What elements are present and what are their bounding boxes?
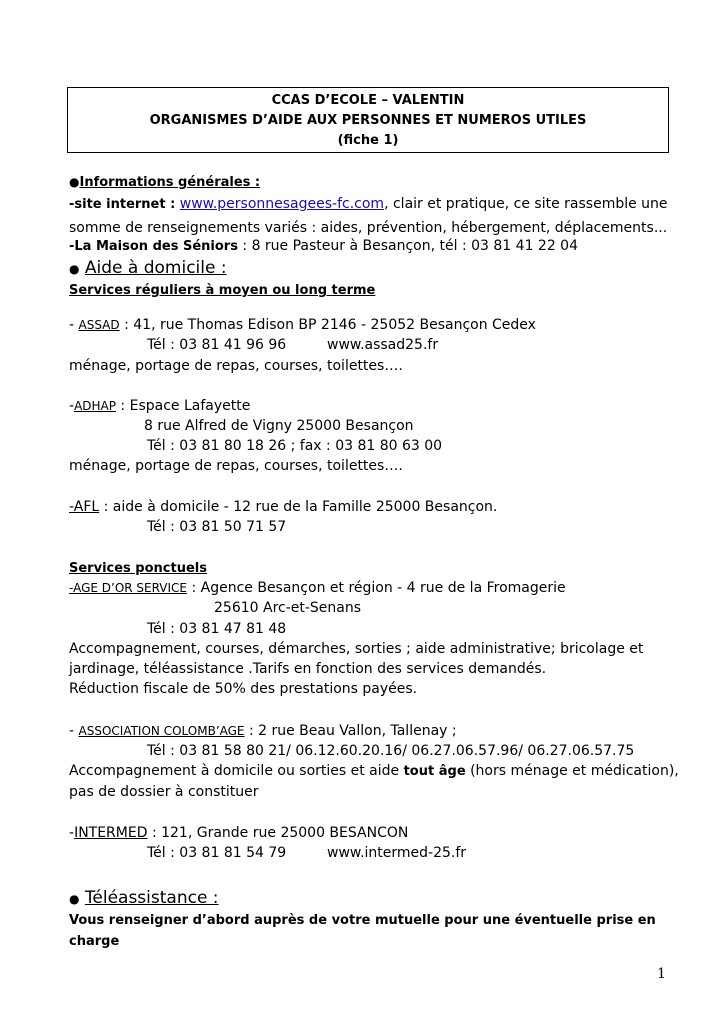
intermed-line: -INTERMED : 121, Grande rue 25000 BESANCON	[69, 825, 409, 841]
site-desc-line: somme de renseignements variés : aides, prévention, hébergement, déplacements...	[69, 220, 668, 236]
punctual-services-heading: Services ponctuels	[69, 561, 207, 576]
site-link[interactable]: www.personnesagees-fc.com	[179, 196, 385, 212]
colomb-line: - ASSOCIATION COLOMB’AGE : 2 rue Beau Vallon, Tallenay ;	[69, 723, 457, 739]
intermed-tel: Tél : 03 81 81 54 79	[147, 845, 287, 861]
tele-heading: ● Téléassistance :	[69, 888, 219, 908]
bullet-icon: ●	[69, 892, 80, 906]
bullet-icon: ●	[69, 175, 80, 189]
page-number: 1	[657, 966, 666, 982]
regular-services-heading: Services réguliers à moyen ou long terme	[69, 283, 376, 298]
adhap-services: ménage, portage de repas, courses, toilettes….	[69, 458, 403, 474]
colomb-desc-1: Accompagnement à domicile ou sorties et aide tout âge (hors ménage et médication),	[69, 763, 679, 779]
title-line-2: ORGANISMES D’AIDE AUX PERSONNES ET NUMEROS UTILES	[149, 113, 587, 128]
assad-line: - ASSAD : 41, rue Thomas Edison BP 2146 - 25052 Besançon Cedex	[69, 317, 536, 333]
assad-web: www.assad25.fr	[327, 337, 439, 353]
assad-services: ménage, portage de repas, courses, toilettes….	[69, 358, 403, 374]
ageor-address: 25610 Arc-et-Senans	[214, 600, 362, 616]
assad-tel: Tél : 03 81 41 96 96	[147, 337, 287, 353]
colomb-desc-2: pas de dossier à constituer	[69, 784, 259, 800]
adhap-tel: Tél : 03 81 80 18 26 ; fax : 03 81 80 63 00	[147, 438, 443, 454]
ageor-line: -AGE D’OR SERVICE : Agence Besançon et région - 4 rue de la Fromagerie	[69, 580, 566, 596]
tele-note-2: charge	[69, 934, 120, 949]
colomb-tel: Tél : 03 81 58 80 21/ 06.12.60.20.16/ 06.27.06.57.96/ 06.27.06.57.75	[147, 743, 635, 759]
title-line-3: (fiche 1)	[337, 133, 399, 148]
ageor-desc-2: jardinage, téléassistance .Tarifs en fonction des services demandés.	[69, 661, 547, 677]
bullet-icon: ●	[69, 262, 80, 276]
ageor-desc-3: Réduction fiscale de 50% des prestations payées.	[69, 681, 418, 697]
site-line: -site internet : www.personnesagees-fc.com, clair et pratique, ce site rassemble une	[69, 196, 668, 212]
intermed-web: www.intermed-25.fr	[327, 845, 467, 861]
ageor-tel: Tél : 03 81 47 81 48	[147, 621, 287, 637]
title-box	[67, 87, 669, 153]
title-line-1: CCAS D’ECOLE – VALENTIN	[271, 93, 465, 108]
afl-tel: Tél : 03 81 50 71 57	[147, 519, 287, 535]
aide-heading: ● Aide à domicile :	[69, 258, 227, 278]
ageor-desc-1: Accompagnement, courses, démarches, sorties ; aide administrative; bricolage et	[69, 641, 644, 657]
afl-line: -AFL : aide à domicile - 12 rue de la Famille 25000 Besançon.	[69, 499, 498, 515]
info-heading: ●Informations générales :	[69, 175, 261, 190]
tele-note-1: Vous renseigner d’abord auprès de votre mutuelle pour une éventuelle prise en	[69, 913, 656, 928]
adhap-address: 8 rue Alfred de Vigny 25000 Besançon	[144, 418, 414, 434]
maison-line: -La Maison des Séniors : 8 rue Pasteur à Besançon, tél : 03 81 41 22 04	[69, 238, 578, 254]
adhap-line: -ADHAP : Espace Lafayette	[69, 398, 251, 414]
